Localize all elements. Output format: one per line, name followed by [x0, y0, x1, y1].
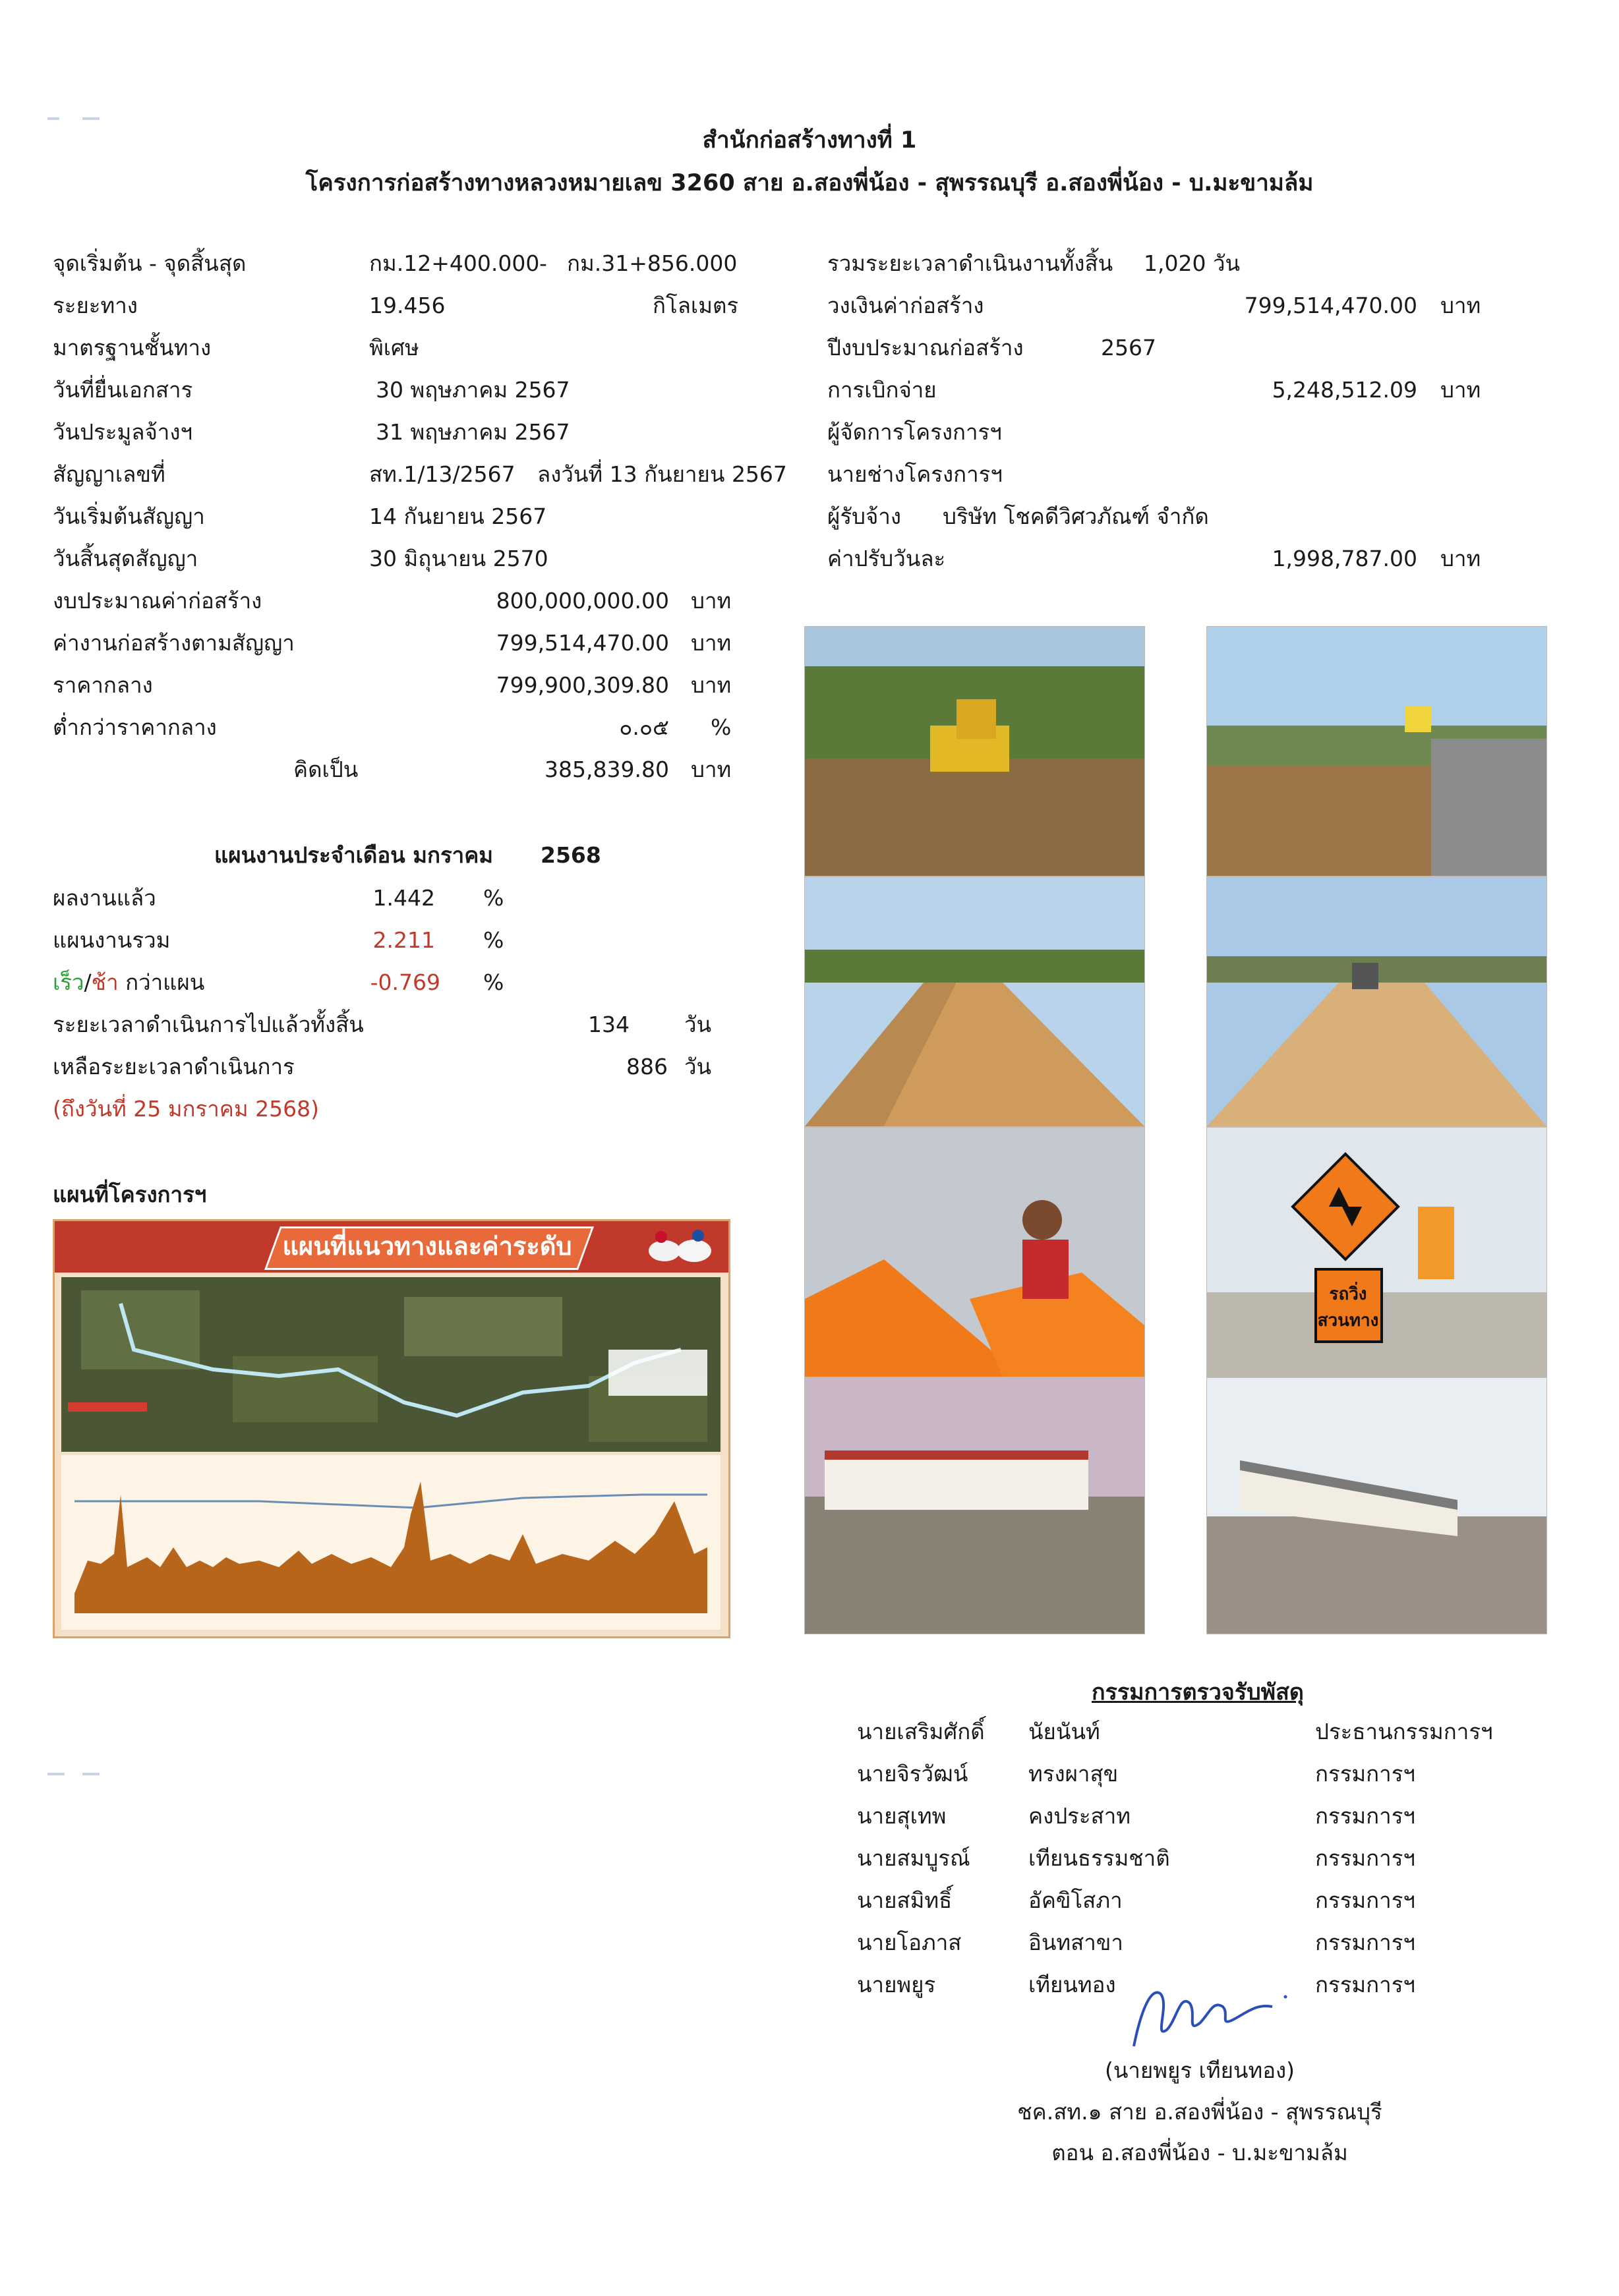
- label-slash: /: [84, 969, 92, 995]
- member-2-role: กรรมการฯ: [1315, 1761, 1415, 1787]
- photo-earthwork-road: [804, 876, 1145, 1127]
- photo-compacted-road: [1206, 876, 1547, 1127]
- scan-mark: [82, 117, 100, 120]
- value-contract-end: 30 มิถุนายน 2570: [369, 546, 548, 571]
- label-budget: งบประมาณค่าก่อสร้าง: [53, 588, 262, 614]
- value-plan-total: 2.211: [372, 927, 435, 953]
- photo-traffic-sign: [1206, 1127, 1547, 1377]
- value-contract-date: ลงวันที่ 13 กันยายน 2567: [537, 461, 787, 487]
- scan-mark: [47, 1773, 65, 1775]
- member-2-last: ทรงผาสุข: [1028, 1761, 1119, 1787]
- value-contractor: บริษัท โชคดีวิศวภัณฑ์ จำกัด: [943, 503, 1209, 529]
- label-below-median: ต่ำกว่าราคากลาง: [53, 714, 217, 740]
- scan-mark: [82, 1773, 100, 1775]
- project-title: โครงการก่อสร้างทางหลวงหมายเลข 3260 สาย อ.สองพี่น้อง - สุพรรณบุรี อ.สองพี่น้อง - บ.มะขามล้ม: [305, 170, 1314, 196]
- label-project-engineer: นายช่างโครงการฯ: [827, 461, 1003, 487]
- photo-site-office-front: [804, 1377, 1145, 1634]
- signer-position-2: ตอน อ.สองพี่น้อง - บ.มะขามล้ม: [1051, 2140, 1348, 2166]
- label-fast: เร็ว: [53, 969, 84, 995]
- unit-daily-fine: บาท: [1440, 546, 1481, 571]
- label-contractor: ผู้รับจ้าง: [827, 503, 901, 529]
- value-progress-done: 1.442: [372, 885, 435, 911]
- member-7-last: เทียนทอง: [1028, 1972, 1116, 1997]
- value-distance: 19.456: [369, 293, 446, 318]
- value-equals: 385,839.80: [545, 757, 669, 782]
- member-6-last: อินทสาขา: [1028, 1930, 1123, 1955]
- unit-ahead-behind: %: [483, 969, 504, 995]
- label-total-duration: รวมระยะเวลาดำเนินงานทั้งสิ้น: [827, 250, 1113, 276]
- unit-below-median: %: [711, 714, 732, 740]
- member-3-last: คงประสาท: [1028, 1803, 1131, 1829]
- value-budget: 800,000,000.00: [496, 588, 669, 614]
- office-title: สำนักก่อสร้างทางที่ 1: [702, 127, 917, 154]
- value-sep: -: [539, 250, 547, 276]
- signature: [1114, 1967, 1299, 2059]
- signer-position-1: ชค.สท.๑ สาย อ.สองพี่น้อง - สุพรรณบุรี: [1017, 2099, 1382, 2125]
- member-4-last: เทียนธรรมชาติ: [1028, 1845, 1170, 1871]
- label-fiscal-year: ปีงบประมาณก่อสร้าง: [827, 335, 1024, 360]
- photo-site-office-side: [1206, 1377, 1547, 1634]
- value-daily-fine: 1,998,787.00: [1272, 546, 1417, 571]
- label-construction-amount: วงเงินค่าก่อสร้าง: [827, 293, 984, 318]
- unit-median-price: บาท: [691, 672, 732, 698]
- satellite-map: [61, 1277, 721, 1452]
- member-3-first: นายสุเทพ: [857, 1803, 947, 1829]
- monthly-year: 2568: [541, 842, 601, 868]
- unit-equals: บาท: [691, 757, 732, 782]
- label-contract-no: สัญญาเลขที่: [53, 461, 165, 487]
- label-distance: ระยะทาง: [53, 293, 138, 318]
- value-contract-price: 799,514,470.00: [496, 630, 669, 656]
- scan-mark: [47, 117, 59, 120]
- value-ahead-behind: -0.769: [370, 969, 440, 995]
- label-progress-done: ผลงานแล้ว: [53, 885, 156, 911]
- member-6-first: นายโอภาส: [857, 1930, 962, 1955]
- value-disbursement: 5,248,512.09: [1272, 377, 1417, 403]
- label-slow: ช้า: [91, 969, 119, 995]
- label-start-end: จุดเริ่มต้น - จุดสิ้นสุด: [53, 250, 247, 276]
- member-7-first: นายพยูร: [857, 1972, 936, 1997]
- value-remaining: 886: [626, 1054, 668, 1079]
- member-5-last: อัคขิโสภา: [1028, 1887, 1123, 1913]
- value-standard: พิเศษ: [369, 335, 419, 360]
- value-below-median: ๐.๐๕: [619, 714, 669, 740]
- member-3-role: กรรมการฯ: [1315, 1803, 1415, 1829]
- label-project-manager: ผู้จัดการโครงการฯ: [827, 419, 1002, 445]
- unit-plan-total: %: [483, 927, 504, 953]
- committee-title: กรรมการตรวจรับพัสดุ: [1092, 1679, 1304, 1706]
- label-median-price: ราคากลาง: [53, 672, 153, 698]
- value-end: กม.31+856.000: [567, 250, 738, 276]
- unit-elapsed: วัน: [684, 1012, 712, 1037]
- unit-budget: บาท: [691, 588, 732, 614]
- label-contract-end: วันสิ้นสุดสัญญา: [53, 546, 198, 571]
- unit-disbursement: บาท: [1440, 377, 1481, 403]
- photo-roadside-excavation: [1206, 626, 1547, 876]
- elevation-profile: [61, 1455, 721, 1630]
- label-auction-date: วันประมูลจ้างฯ: [53, 419, 192, 445]
- label-rest: กว่าแผน: [118, 969, 205, 995]
- value-auction-date: 31 พฤษภาคม 2567: [376, 419, 570, 445]
- value-construction-amount: 799,514,470.00: [1244, 293, 1417, 318]
- project-map: [53, 1219, 730, 1638]
- label-equals: คิดเป็น: [293, 757, 359, 782]
- label-disbursement: การเบิกจ่าย: [827, 377, 937, 403]
- label-remaining: เหลือระยะเวลาดำเนินการ: [53, 1054, 295, 1079]
- label-contract-price: ค่างานก่อสร้างตามสัญญา: [53, 630, 295, 656]
- value-start: กม.12+400.000: [369, 250, 540, 276]
- unit-remaining: วัน: [684, 1054, 712, 1079]
- label-contract-start: วันเริ่มต้นสัญญา: [53, 503, 205, 529]
- value-elapsed: 134: [588, 1012, 630, 1037]
- member-5-role: กรรมการฯ: [1315, 1887, 1415, 1913]
- member-4-role: กรรมการฯ: [1315, 1845, 1415, 1871]
- value-contract-start: 14 กันยายน 2567: [369, 503, 547, 529]
- monthly-title: แผนงานประจำเดือน มกราคม: [214, 842, 494, 868]
- label-submit-date: วันที่ยื่นเอกสาร: [53, 377, 193, 403]
- unit-progress-done: %: [483, 885, 504, 911]
- unit-construction-amount: บาท: [1440, 293, 1481, 318]
- member-2-first: นายจิรวัฒน์: [857, 1761, 968, 1787]
- map-section-title: แผนที่โครงการฯ: [53, 1182, 207, 1207]
- member-7-role: กรรมการฯ: [1315, 1972, 1415, 1997]
- sign-text-1: รถวิ่ง: [1329, 1284, 1367, 1304]
- signer-name: (นายพยูร เทียนทอง): [1104, 2057, 1295, 2083]
- member-5-first: นายสมิทธิ์: [857, 1887, 953, 1913]
- member-1-last: นัยนันท์: [1028, 1719, 1100, 1744]
- label-elapsed: ระยะเวลาดำเนินการไปแล้วทั้งสิ้น: [53, 1012, 364, 1037]
- label-standard: มาตรฐานชั้นทาง: [53, 335, 212, 360]
- unit-distance: กิโลเมตร: [653, 293, 739, 318]
- map-banner-text: แผนที่แนวทางและค่าระดับ: [282, 1232, 572, 1261]
- value-total-duration: 1,020 วัน: [1144, 250, 1241, 276]
- member-1-role: ประธานกรรมการฯ: [1315, 1719, 1493, 1744]
- sign-text-2: สวนทาง: [1317, 1311, 1379, 1331]
- value-contract-no: สท.1/13/2567: [369, 461, 515, 487]
- value-submit-date: 30 พฤษภาคม 2567: [376, 377, 570, 403]
- label-ahead-behind: [53, 963, 204, 1002]
- value-median-price: 799,900,309.80: [496, 672, 669, 698]
- unit-contract-price: บาท: [691, 630, 732, 656]
- elephant-logo-icon: [641, 1228, 721, 1266]
- member-1-first: นายเสริมศักดิ์: [857, 1719, 985, 1744]
- as-of-date: (ถึงวันที่ 25 มกราคม 2568): [53, 1096, 319, 1122]
- member-4-first: นายสมบูรณ์: [857, 1845, 970, 1871]
- value-fiscal-year: 2567: [1101, 335, 1156, 360]
- photo-excavator-canal: [804, 626, 1145, 876]
- label-plan-total: แผนงานรวม: [53, 927, 171, 953]
- member-6-role: กรรมการฯ: [1315, 1930, 1415, 1955]
- label-daily-fine: ค่าปรับวันละ: [827, 546, 946, 571]
- photo-worker-signs: [804, 1127, 1145, 1377]
- map-banner: [55, 1221, 728, 1273]
